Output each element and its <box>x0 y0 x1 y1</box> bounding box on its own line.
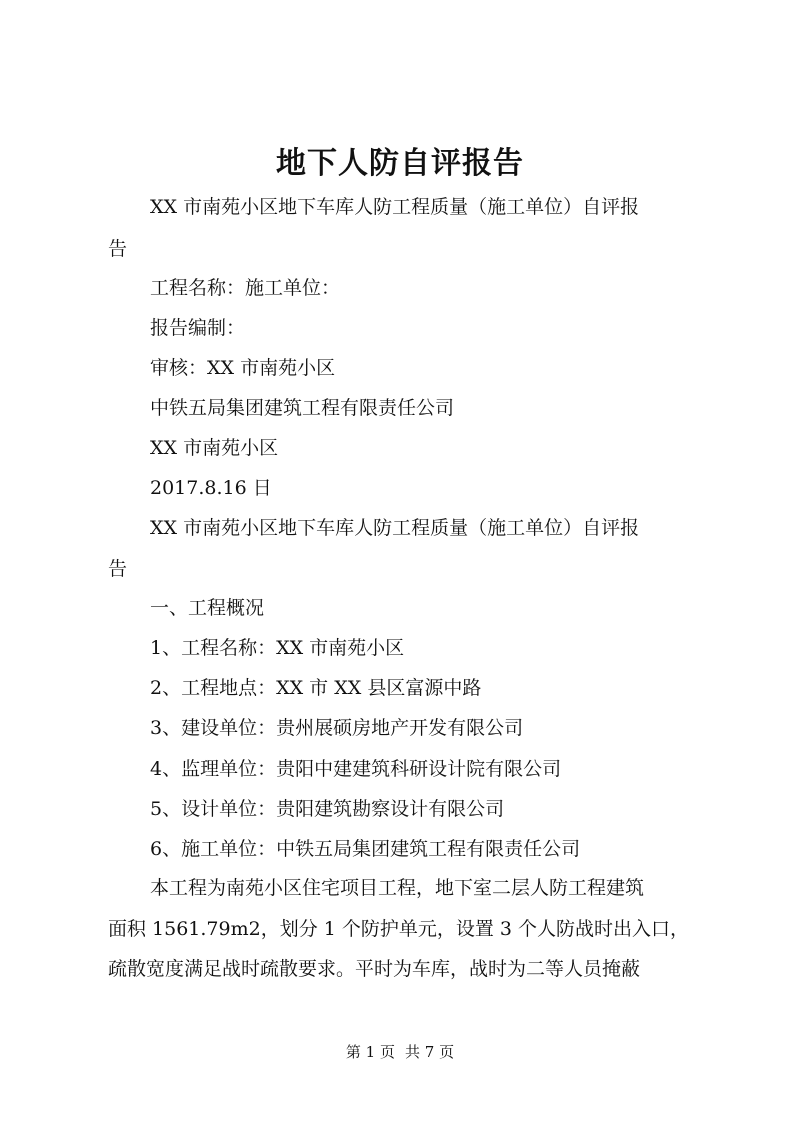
text-line: 告 <box>108 238 128 260</box>
text-line: 2017.8.16 日 <box>150 477 272 499</box>
text-line: 中铁五局集团建筑工程有限责任公司 <box>150 397 455 419</box>
list-item: 1、工程名称：XX 市南苑小区 <box>150 637 405 659</box>
text-line: 工程名称：施工单位： <box>150 277 341 299</box>
text-line: XX 市南苑小区 <box>150 437 279 459</box>
page-number: 第 1 页 <box>345 1043 395 1061</box>
paragraph-line: 本工程为南苑小区住宅项目工程，地下室二层人防工程建筑 <box>150 877 645 899</box>
list-item: 5、设计单位：贵阳建筑勘察设计有限公司 <box>150 798 505 820</box>
page-footer <box>0 1041 800 1062</box>
section-heading: 一、工程概况 <box>150 597 265 619</box>
text-line: XX 市南苑小区地下车库人防工程质量（施工单位）自评报 <box>150 517 640 539</box>
text-line: 审核：XX 市南苑小区 <box>150 357 336 379</box>
text-line: 告 <box>108 558 128 580</box>
list-item: 4、监理单位：贵阳中建建筑科研设计院有限公司 <box>150 758 562 780</box>
text-line: 报告编制： <box>150 317 246 339</box>
paragraph-line: 面积 1561.79m2，划分 1 个防护单元，设置 3 个人防战时出入口， <box>108 918 690 940</box>
paragraph-line: 疏散宽度满足战时疏散要求。平时为车库，战时为二等人员掩蔽 <box>108 958 641 980</box>
page-total: 共 7 页 <box>405 1043 455 1061</box>
list-item: 2、工程地点：XX 市 XX 县区富源中路 <box>150 677 482 699</box>
list-item: 6、施工单位：中铁五局集团建筑工程有限责任公司 <box>150 838 581 860</box>
document-title: 地下人防自评报告 <box>276 146 524 181</box>
text-line: XX 市南苑小区地下车库人防工程质量（施工单位）自评报 <box>150 196 640 218</box>
list-item: 3、建设单位：贵州展硕房地产开发有限公司 <box>150 717 524 739</box>
